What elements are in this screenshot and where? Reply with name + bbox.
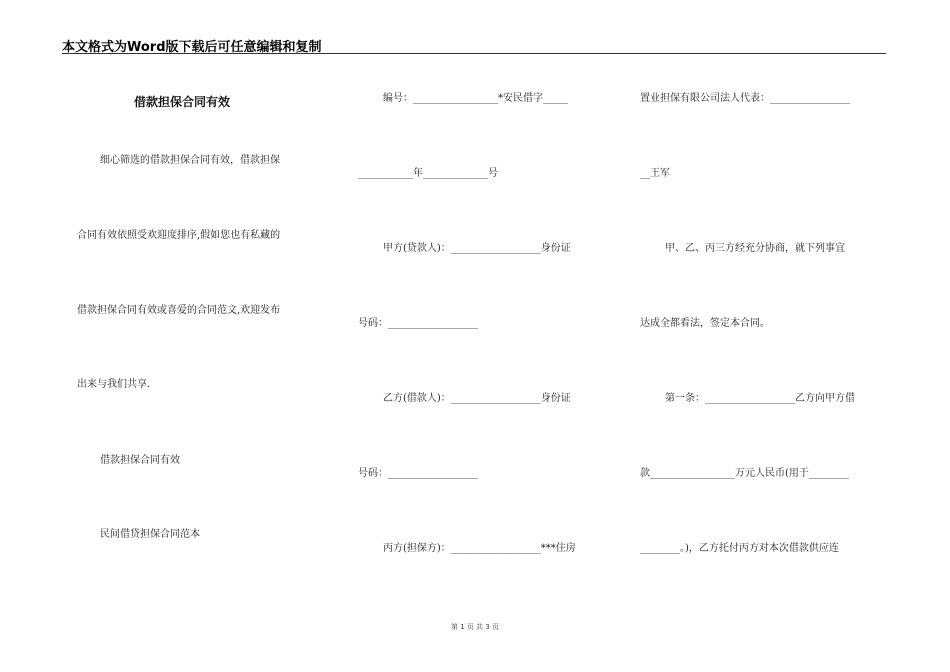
col2-line-3: 甲方(贷款人)：__________________身份证 bbox=[383, 243, 571, 254]
col1-line-1: 细心筛选的借款担保合同有效，借款担保 bbox=[100, 155, 280, 166]
col1-line-5: 借款担保合同有效 bbox=[100, 455, 180, 466]
col3-line-2: __王军 bbox=[640, 168, 670, 179]
col3-line-6: 款_________________万元人民币(用于________ bbox=[640, 468, 849, 479]
col2-line-6: 号码：__________________ bbox=[358, 468, 478, 479]
col2-line-1: 编号：_________________*安民借字_____ bbox=[383, 93, 568, 104]
col2-line-2: ___________年_____________号 bbox=[358, 168, 498, 179]
col3-line-7: ________。)，乙方托付丙方对本次借款供应连 bbox=[640, 543, 839, 554]
col3-line-4: 达成全都看法，签定本合同。 bbox=[640, 318, 770, 329]
col1-line-6: 民间借贷担保合同范本 bbox=[100, 529, 200, 540]
col1-line-4: 出来与我们共享. bbox=[77, 379, 151, 390]
document-title: 借款担保合同有效 bbox=[134, 95, 231, 109]
col3-line-1: 置业担保有限公司法人代表：________________ bbox=[640, 93, 850, 104]
col1-line-3: 借款担保合同有效或喜爱的合同范文,欢迎发布 bbox=[77, 305, 281, 316]
col3-line-3: 甲、乙、丙三方经充分协商，就下列事宜 bbox=[665, 243, 845, 254]
header-text: 本文格式为Word版下载后可任意编辑和复制 bbox=[62, 40, 322, 55]
col3-line-5: 第一条：__________________乙方向甲方借 bbox=[665, 393, 855, 404]
col1-line-2: 合同有效依照受欢迎度排序,假如您也有私藏的 bbox=[77, 230, 281, 241]
page-header bbox=[62, 36, 886, 54]
col2-line-4: 号码：__________________ bbox=[358, 318, 478, 329]
col2-line-5: 乙方(借款人)：__________________身份证 bbox=[383, 393, 571, 404]
col2-line-7: 丙方(担保方)：__________________***住房 bbox=[383, 543, 576, 554]
page-number: 第 1 页 共 3 页 bbox=[450, 623, 500, 631]
